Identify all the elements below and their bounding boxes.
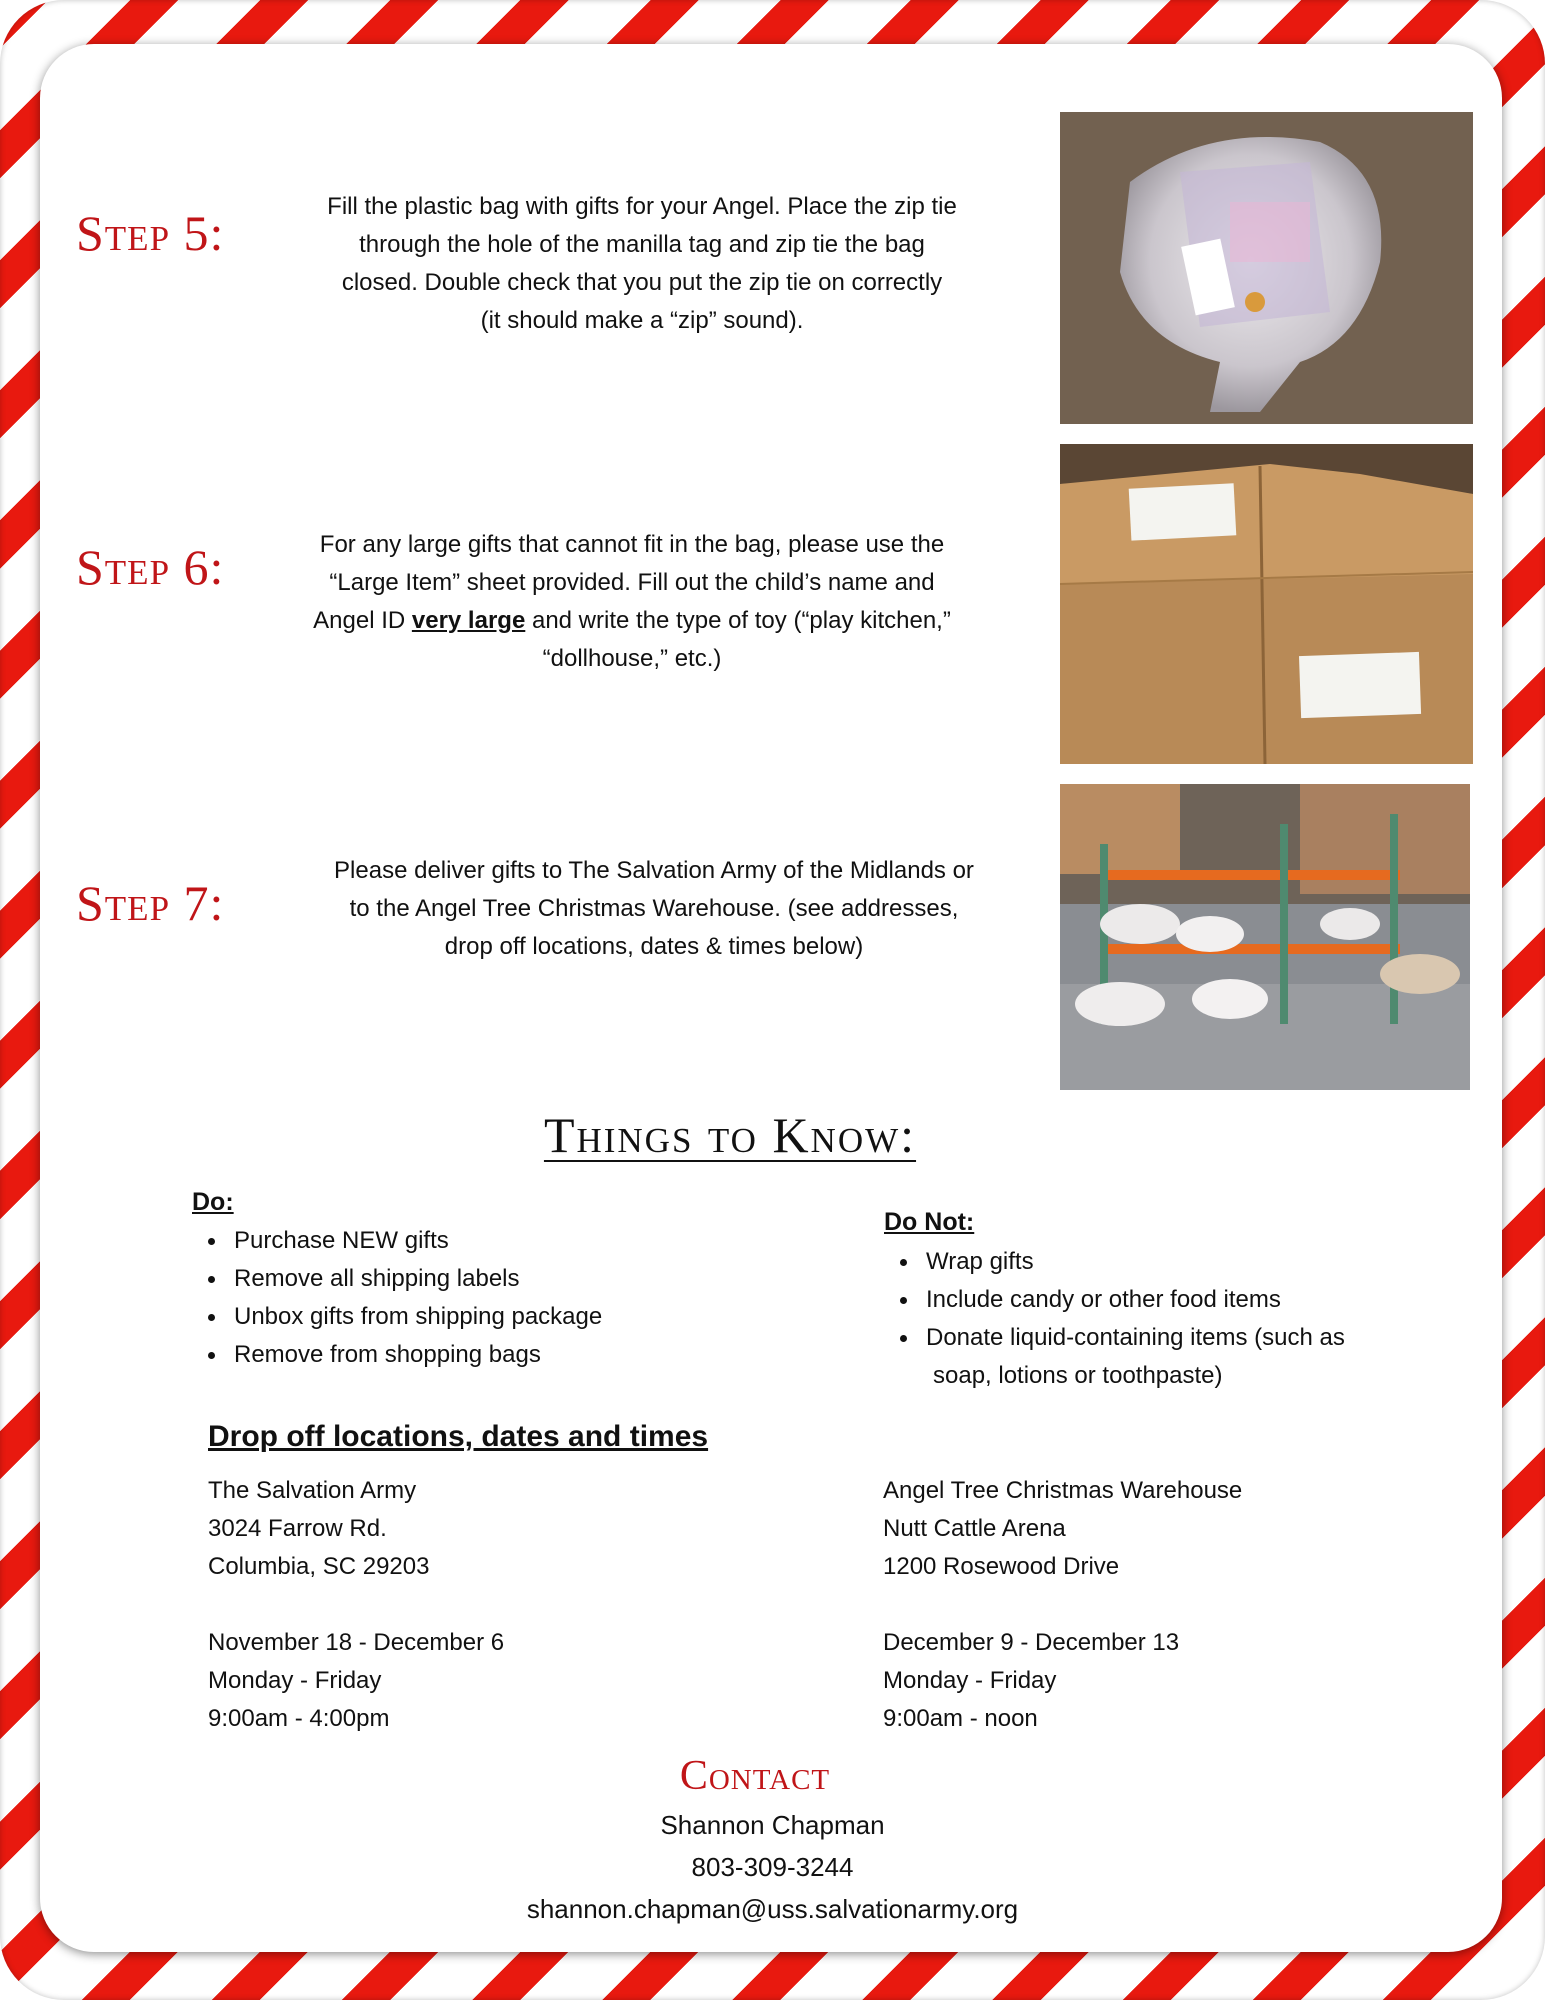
list-item: Purchase NEW gifts [204, 1222, 602, 1260]
step-7-text [284, 852, 1024, 966]
list-item: Wrap gifts [896, 1243, 1345, 1281]
step-5-title: Step 5: [76, 205, 225, 261]
warehouse-photo [1060, 784, 1470, 1090]
step-5-text [272, 188, 1012, 340]
list-item: Remove from shopping bags [204, 1336, 602, 1374]
contact-phone[interactable]: 803-309-3244 [691, 1852, 854, 1882]
location-salvation-army [208, 1472, 504, 1738]
step-6-line: “dollhouse,” etc.) [542, 645, 722, 672]
do-not-list [896, 1243, 1345, 1395]
location-name: The Salvation Army [208, 1477, 417, 1504]
contact-email[interactable]: shannon.chapman@uss.salvationarmy.org [526, 1894, 1019, 1924]
step-7-line: drop off locations, dates & times below) [444, 933, 864, 960]
do-not-heading: Do Not: [884, 1208, 975, 1236]
step-5-line: closed. Double check that you put the zip tie on correctly [341, 269, 943, 296]
contact-title: Contact [679, 1753, 831, 1799]
step-6-line-part: Angel ID [313, 607, 412, 634]
list-item-continuation: soap, lotions or toothpaste) [933, 1362, 1223, 1389]
step-6-line: “Large Item” sheet provided. Fill out the child’s name and [329, 569, 935, 596]
drop-off-heading: Drop off locations, dates and times [208, 1420, 709, 1453]
step-7-line: Please deliver gifts to The Salvation Army of the Midlands or [334, 857, 974, 884]
list-item: Include candy or other food items [896, 1281, 1345, 1319]
step-5-line: through the hole of the manilla tag and zip tie the bag [359, 231, 925, 258]
location-street: 3024 Farrow Rd. [208, 1515, 387, 1542]
location-hours: 9:00am - noon [883, 1705, 1038, 1732]
step-7-title: Step 7: [76, 875, 225, 931]
location-city: 1200 Rosewood Drive [883, 1553, 1120, 1580]
cardboard-box-photo [1060, 444, 1473, 764]
location-angel-tree-warehouse [883, 1472, 1242, 1738]
step-5-line: Fill the plastic bag with gifts for your Angel. Place the zip tie [327, 193, 957, 220]
location-days: Monday - Friday [883, 1667, 1057, 1694]
step-6-text [262, 526, 1002, 678]
step-6-line: For any large gifts that cannot fit in the bag, please use the [319, 531, 945, 558]
list-item: Unbox gifts from shipping package [204, 1298, 602, 1336]
location-dates: November 18 - December 6 [208, 1629, 505, 1656]
location-city: Columbia, SC 29203 [208, 1553, 430, 1580]
location-days: Monday - Friday [208, 1667, 382, 1694]
step-5-line: (it should make a “zip” sound). [480, 307, 804, 334]
contact-name: Shannon Chapman [660, 1810, 885, 1840]
step-6-line-part: and write the type of toy (“play kitchen,” [525, 607, 951, 634]
location-dates: December 9 - December 13 [883, 1629, 1180, 1656]
plastic-bag-photo [1060, 112, 1473, 424]
step-6-line [262, 602, 1002, 640]
location-name: Angel Tree Christmas Warehouse [883, 1477, 1243, 1504]
location-street: Nutt Cattle Arena [883, 1515, 1066, 1542]
step-6-title: Step 6: [76, 539, 225, 595]
step-7-line: to the Angel Tree Christmas Warehouse. (see addresses, [349, 895, 959, 922]
list-item: Remove all shipping labels [204, 1260, 602, 1298]
do-heading: Do: [192, 1188, 234, 1216]
emphasis-very-large: very large [411, 607, 526, 634]
location-hours: 9:00am - 4:00pm [208, 1705, 390, 1732]
do-list [204, 1222, 602, 1374]
things-to-know-title: Things to Know: [543, 1107, 917, 1163]
list-item: Donate liquid-containing items (such as [896, 1319, 1345, 1357]
